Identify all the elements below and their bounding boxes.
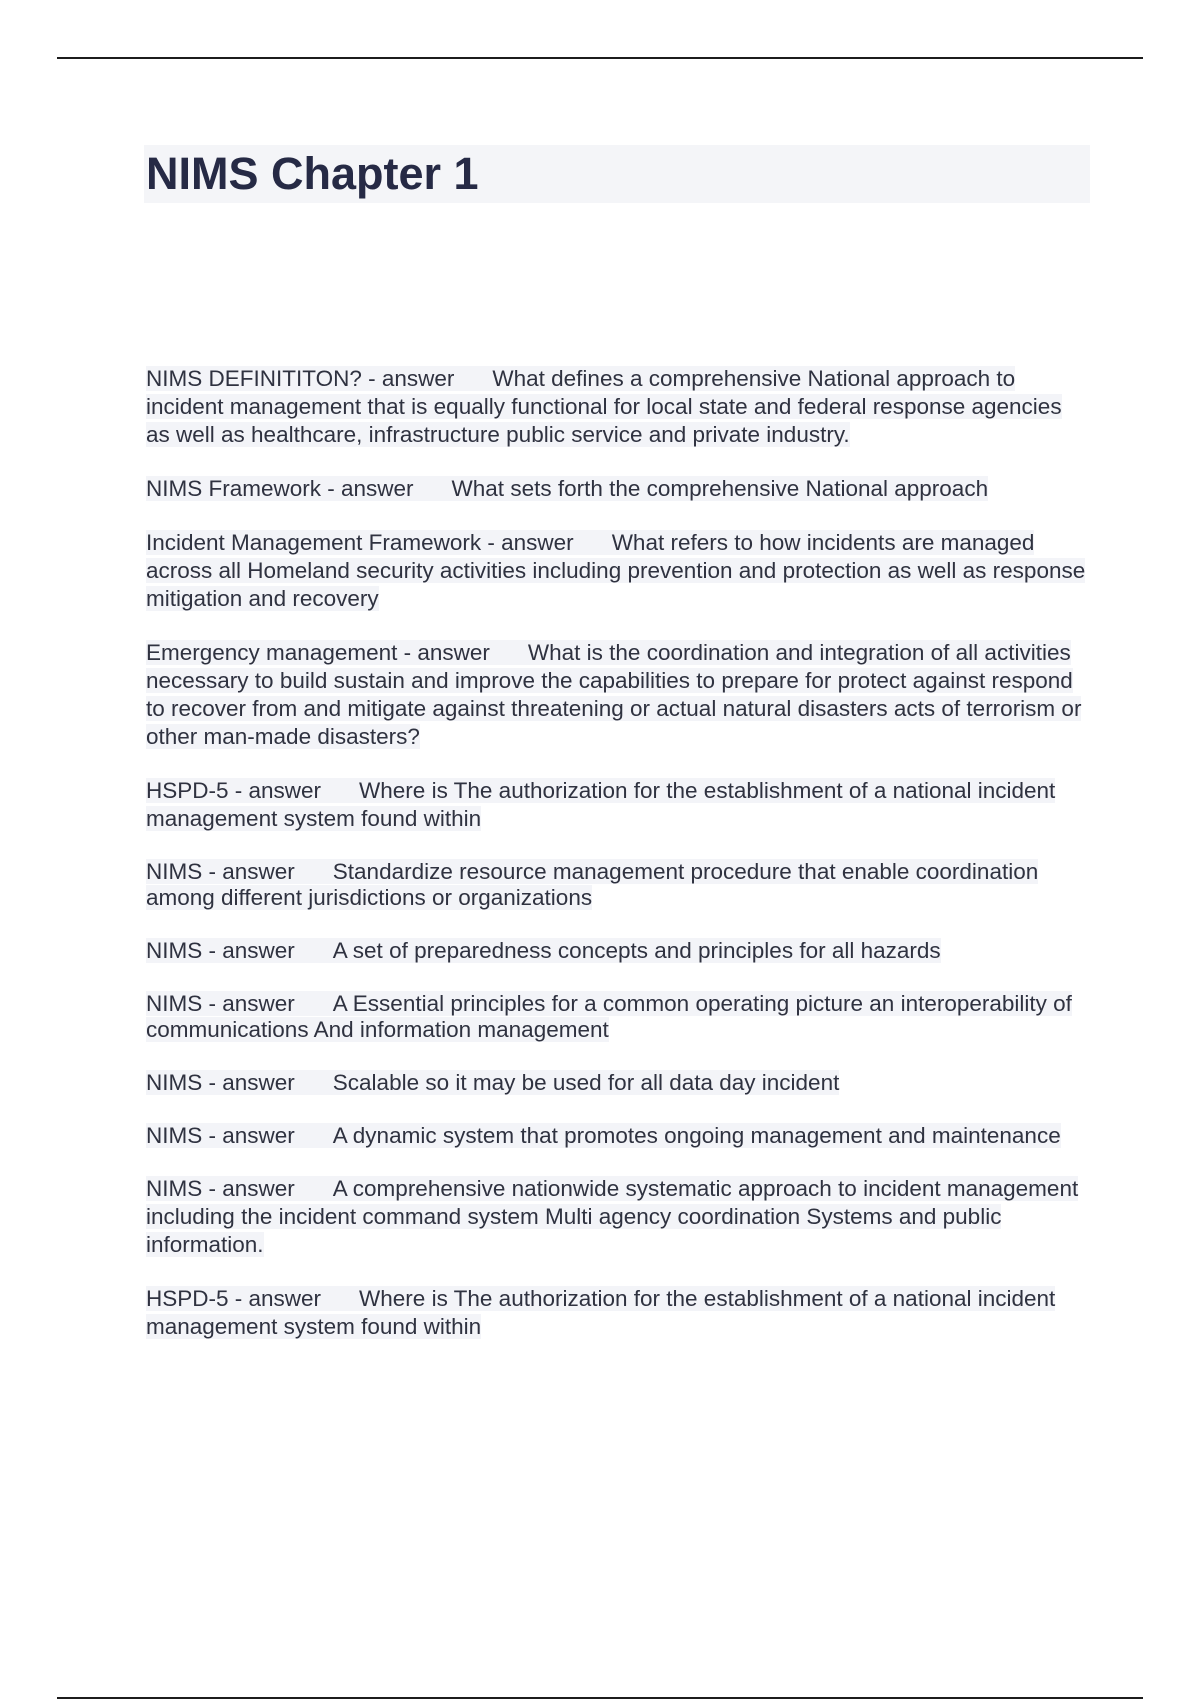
qa-list [146, 365, 1088, 1367]
qa-term: NIMS DEFINITITON? - answer [146, 366, 455, 391]
qa-answer: Where is The authorization for the establishment of a national incident management system found within [146, 1286, 1056, 1339]
qa-entry [146, 529, 1088, 613]
qa-term: NIMS - answer [146, 1176, 295, 1201]
qa-entry [146, 1123, 1088, 1149]
qa-answer: Scalable so it may be used for all data day incident [332, 1070, 840, 1095]
qa-term: NIMS - answer [146, 938, 295, 963]
page-title: NIMS Chapter 1 [146, 148, 479, 199]
qa-answer: A Essential principles for a common operating picture an interoperability of communications And information management [146, 991, 1072, 1042]
bottom-rule [57, 1697, 1143, 1699]
qa-answer: A comprehensive nationwide systematic approach to incident management including the incident command system Multi agency coordination Systems and public information. [146, 1176, 1079, 1257]
qa-entry [146, 1285, 1088, 1341]
qa-answer: Standardize resource management procedure that enable coordination among different jurisdictions or organizations [146, 859, 1039, 910]
qa-entry [146, 475, 1088, 503]
qa-answer: A dynamic system that promotes ongoing management and maintenance [332, 1123, 1061, 1148]
qa-entry [146, 1069, 1088, 1097]
qa-answer: What defines a comprehensive National approach to incident management that is equally functional for local state and federal response agencies as well as healthcare, infrastructure public service and private industry. [146, 366, 1062, 447]
qa-term: Emergency management - answer [146, 640, 490, 665]
qa-entry [146, 859, 1088, 911]
qa-term: Incident Management Framework - answer [146, 530, 574, 555]
qa-entry [146, 991, 1088, 1043]
qa-answer: A set of preparedness concepts and principles for all hazards [332, 938, 941, 963]
qa-answer: What sets forth the comprehensive National approach [451, 476, 989, 501]
qa-term: HSPD-5 - answer [146, 778, 322, 803]
top-rule [57, 57, 1143, 59]
qa-term: NIMS - answer [146, 859, 295, 884]
qa-answer: What is the coordination and integration of all activities necessary to build sustain and improve the capabilities to prepare for protect against respond to recover from and mitigate against threatening or actual natural disasters acts of terrorism or other man-made disasters? [146, 640, 1082, 749]
qa-term: NIMS - answer [146, 1070, 295, 1095]
qa-term: NIMS - answer [146, 1123, 295, 1148]
qa-answer: Where is The authorization for the establishment of a national incident management system found within [146, 778, 1056, 831]
qa-term: NIMS Framework - answer [146, 476, 414, 501]
qa-entry [146, 639, 1088, 751]
qa-answer: What refers to how incidents are managed across all Homeland security activities including prevention and protection as well as response mitigation and recovery [146, 530, 1086, 611]
qa-entry [146, 777, 1088, 833]
qa-entry [146, 937, 1088, 965]
qa-term: NIMS - answer [146, 991, 295, 1016]
qa-term: HSPD-5 - answer [146, 1286, 322, 1311]
qa-entry [146, 365, 1088, 449]
qa-entry [146, 1175, 1088, 1259]
